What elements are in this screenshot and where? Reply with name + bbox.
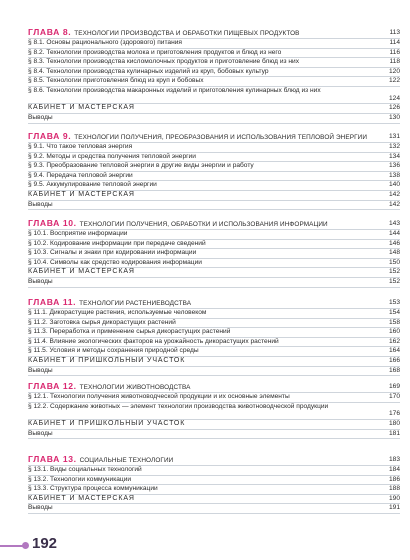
chapter-block [28,381,400,439]
entry-title: § 8.2. Технологии производства молока и приготовления продуктов и блюд из него [28,48,282,56]
workshop-entry [28,420,400,430]
conclusions-entry [28,367,400,377]
entry-page-number: 140 [388,181,400,189]
section-entry [28,153,400,163]
workshop-entry [28,357,400,367]
entry-page-number: 116 [389,48,400,56]
section-entry [28,240,400,250]
entry-title: § 8.6. Технологии производства макаронных изделий и приготовления кулинарных блюд из них [28,87,321,95]
entry-page-number: 126 [388,104,400,112]
conclusions-entry [28,504,400,514]
entry-title: § 8.1. Основы рационального (здорового) питания [28,39,182,46]
entry-title: КАБИНЕТ И МАСТЕРСКАЯ [28,190,135,198]
entry-page-number: 191 [388,504,400,512]
entry-title: Выводы [28,504,53,512]
section-entry [28,143,400,153]
workshop-entry [28,268,400,278]
section-entry [28,403,400,420]
conclusions-entry [28,430,400,440]
entry-page-number: 144 [388,230,400,237]
entry-page-number: 136 [388,162,400,170]
entry-title: § 11.1. Дикорастущие растения, используемые человеком [28,309,207,316]
entry-title: § 13.3. Структура процесса коммуникации [28,485,158,493]
section-entry [28,338,400,348]
section-entry [28,466,400,476]
conclusions-entry [28,201,400,211]
conclusions-entry [28,114,400,124]
entry-title: § 8.3. Технологии производства кисломолочных продуктов и приготовление блюд из них [28,58,300,66]
entry-title: § 8.5. Технологии приготовления блюд из круп и бобовых [28,77,204,85]
workshop-entry [28,104,400,114]
entry-page-number: 152 [388,277,400,285]
entry-title: § 11.5. Условия и методы сохранения природной среды [28,347,199,355]
chapter-page-number: 153 [388,299,400,306]
entry-title: Выводы [28,113,53,121]
chapter-heading [28,381,400,393]
entry-title: КАБИНЕТ И МАСТЕРСКАЯ [28,494,135,502]
entry-page-number: 162 [388,337,400,345]
entry-page-number: 146 [388,239,400,247]
entry-title: § 9.1. Что такое тепловая энергия [28,143,133,150]
chapter-page-number: 183 [388,456,400,463]
section-entry [28,328,400,338]
entry-page-number: 170 [388,393,400,400]
section-entry [28,68,400,78]
entry-title: § 12.2. Содержание животных — элемент технологии производства животноводческой продукции [28,402,329,410]
chapter-title: ТЕХНОЛОГИИ РАСТЕНИЕВОДСТВА [79,300,192,307]
entry-title: § 10.3. Сигналы и знаки при кодировании информации [28,249,197,257]
chapter-label: ГЛАВА 12. [28,381,77,391]
entry-page-number: 186 [388,475,400,483]
section-entry [28,172,400,182]
entry-title: § 13.1. Виды социальных технологий [28,466,142,473]
chapter-heading [28,218,400,230]
entry-page-number: 118 [389,58,400,66]
entry-title: КАБИНЕТ И ПРИШКОЛЬНЫЙ УЧАСТОК [28,356,186,364]
chapter-label: ГЛАВА 11. [28,297,77,307]
section-entry [28,319,400,329]
section-entry [28,162,400,172]
workshop-entry [28,495,400,505]
chapter-title: ТЕХНОЛОГИИ ПОЛУЧЕНИЯ, ПРЕОБРАЗОВАНИЯ И ИСПОЛЬЗОВАНИЯ ТЕПЛОВОЙ ЭНЕРГИИ [74,134,368,141]
chapter-title: СОЦИАЛЬНЫЕ ТЕХНОЛОГИИ [79,457,174,464]
entry-title: Выводы [28,429,53,437]
chapter-block [28,27,400,124]
entry-title: Выводы [28,366,53,374]
entry-title: § 10.1. Восприятие информации [28,230,128,237]
section-entry [28,347,400,357]
section-entry [28,393,400,403]
entry-page-number: 142 [388,200,400,208]
entry-page-number: 176 [388,410,400,418]
chapter-title: ТЕХНОЛОГИИ ЖИВОТНОВОДСТВА [79,384,191,391]
entry-page-number: 114 [389,39,400,46]
entry-title: § 11.2. Заготовка сырья дикорастущих растений [28,318,176,326]
section-entry [28,259,400,269]
entry-page-number: 138 [388,171,400,179]
chapter-heading [28,297,400,309]
entry-title: § 9.2. Методы и средства получения тепловой энергии [28,152,196,160]
section-entry [28,181,400,191]
entry-page-number: 158 [388,318,400,326]
chapter-label: ГЛАВА 10. [28,218,77,228]
chapter-block [28,297,400,376]
section-entry [28,476,400,486]
entry-page-number: 142 [388,190,400,198]
workshop-entry [28,191,400,201]
entry-title: § 8.4. Технологии производства кулинарных изделий из круп, бобовых культур [28,67,269,75]
chapter-page-number: 169 [388,383,400,390]
entry-page-number: 164 [388,347,400,355]
entry-page-number: 148 [388,249,400,257]
entry-page-number: 168 [388,366,400,374]
entry-title: § 9.5. Аккумулирование тепловой энергии [28,181,157,189]
chapter-title: ТЕХНОЛОГИИ ПРОИЗВОДСТВА И ОБРАБОТКИ ПИЩЕВЫХ ПРОДУКТОВ [74,30,300,37]
entry-page-number: 184 [388,466,400,473]
section-entry [28,309,400,319]
section-entry [28,58,400,68]
entry-page-number: 150 [388,258,400,266]
entry-page-number: 181 [388,429,400,437]
entry-page-number: 134 [388,152,400,160]
entry-page-number: 132 [388,143,400,150]
section-entry [28,39,400,49]
entry-title: КАБИНЕТ И МАСТЕРСКАЯ [28,268,135,276]
entry-page-number: 166 [388,356,400,364]
page-number-dot [22,542,29,549]
entry-page-number: 180 [388,419,400,427]
entry-page-number: 154 [388,309,400,316]
conclusions-entry [28,278,400,288]
entry-title: § 9.3. Преобразование тепловой энергии в другие виды энергии и работу [28,162,254,170]
chapter-page-number: 143 [388,220,400,227]
chapter-page-number: 113 [389,29,400,36]
entry-page-number: 130 [388,113,400,121]
entry-page-number: 122 [388,77,400,85]
entry-page-number: 152 [388,268,400,276]
chapter-block [28,454,400,514]
entry-title: § 12.1. Технологии получения животноводческой продукции и их основные элементы [28,393,290,400]
chapter-label: ГЛАВА 13. [28,454,77,464]
entry-title: § 10.2. Кодирование информации при передаче сведений [28,239,206,247]
chapter-heading [28,131,400,143]
chapter-label: ГЛАВА 8. [28,27,72,37]
entry-page-number: 120 [388,67,400,75]
chapter-block [28,218,400,288]
chapter-title: ТЕХНОЛОГИИ ПОЛУЧЕНИЯ, ОБРАБОТКИ И ИСПОЛЬЗОВАНИЯ ИНФОРМАЦИИ [79,221,328,228]
entry-page-number: 190 [388,494,400,502]
chapter-block [28,131,400,210]
section-entry [28,249,400,259]
entry-title: Выводы [28,277,53,285]
entry-title: § 11.4. Влияние экологических факторов на урожайность дикорастущих растений [28,337,279,345]
chapter-heading [28,27,400,39]
entry-title: § 9.4. Передача тепловой энергии [28,171,133,179]
entry-title: § 13.2. Технологии коммуникации [28,475,132,483]
chapter-label: ГЛАВА 9. [28,131,72,141]
entry-title: Выводы [28,200,53,208]
entry-title: § 11.3. Переработка и применение сырья дикорастущих растений [28,328,231,336]
section-entry [28,230,400,240]
entry-title: § 10.4. Символы как средство кодирования информации [28,258,202,266]
entry-title: КАБИНЕТ И МАСТЕРСКАЯ [28,104,135,112]
entry-page-number: 124 [388,94,400,102]
section-entry [28,87,400,104]
chapter-heading [28,454,400,466]
entry-page-number: 160 [388,328,400,336]
entry-page-number: 188 [388,485,400,493]
section-entry [28,49,400,59]
section-entry [28,485,400,495]
chapter-page-number: 131 [388,133,400,140]
page-number: 192 [32,535,58,552]
section-entry [28,77,400,87]
entry-title: КАБИНЕТ И ПРИШКОЛЬНЫЙ УЧАСТОК [28,419,186,427]
